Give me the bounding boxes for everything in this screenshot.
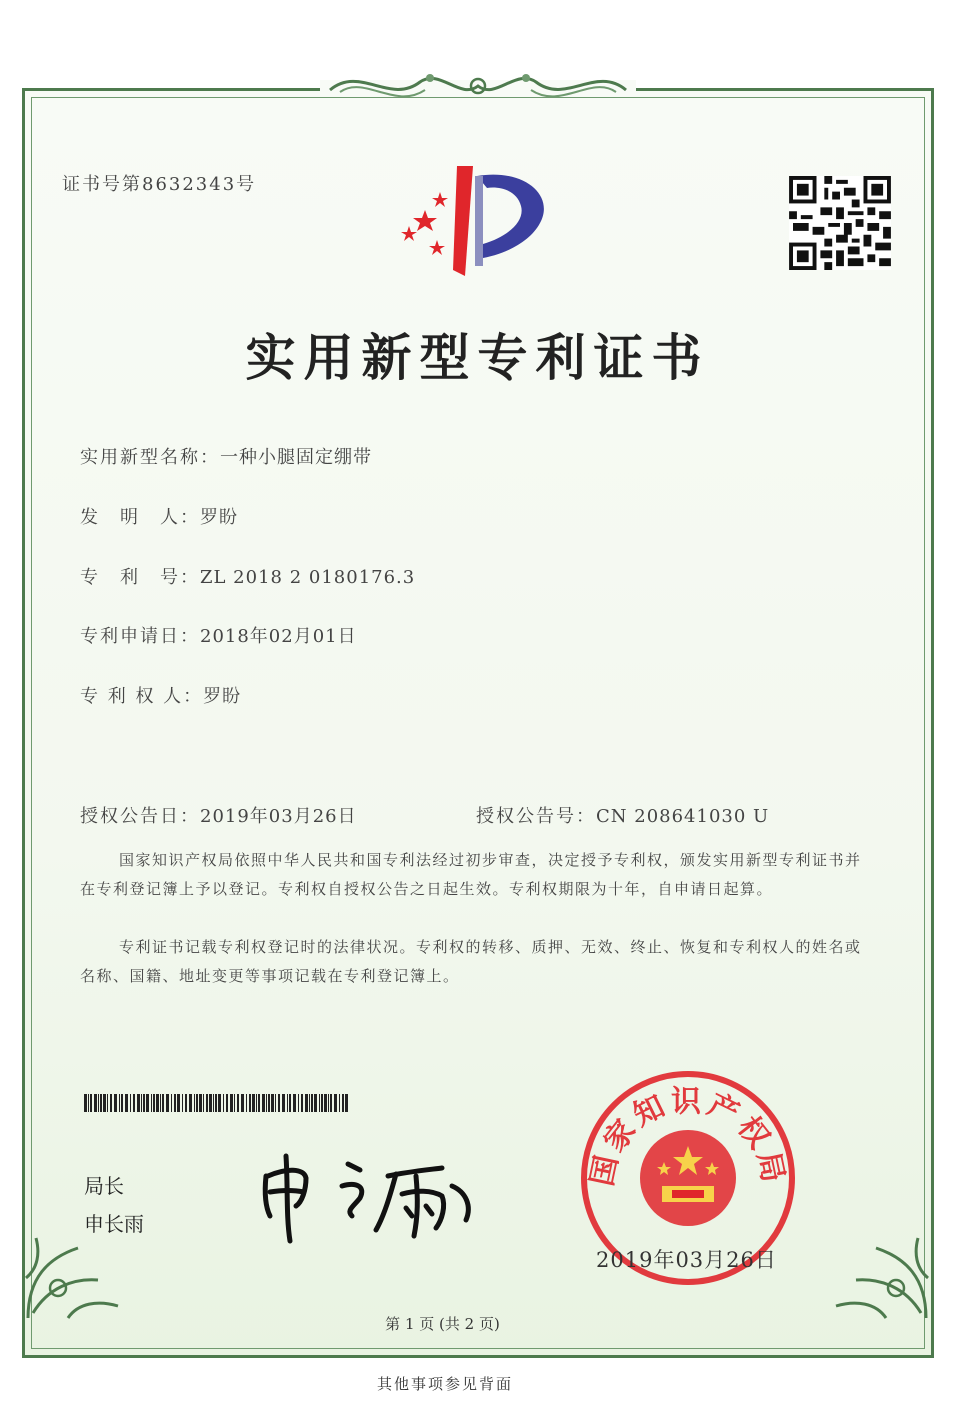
- page-number: 第 1 页 (共 2 页): [385, 1315, 500, 1333]
- field-grant-number: [476, 802, 769, 828]
- certificate-title: 实用新型专利证书: [245, 328, 710, 387]
- field-label: 专 利 号：: [80, 567, 200, 588]
- field-label: 专利申请日：: [80, 626, 200, 647]
- field-label: 专 利 权 人：: [80, 686, 204, 707]
- field-label: 发 明 人：: [80, 507, 200, 528]
- certificate-number: 证书号第8632343号: [62, 174, 257, 195]
- field-value: 2019年03月26日: [200, 806, 357, 827]
- field-utility-model-name: [80, 443, 372, 469]
- field-label: 实用新型名称：: [80, 447, 220, 468]
- body-paragraph-1: 国家知识产权局依照中华人民共和国专利法经过初步审查，决定授予专利权，颁发实用新型专利证书并在专利登记簿上予以登记。专利权自授权公告之日起生效。专利权期限为十年，自申请日起算。: [80, 851, 862, 898]
- signatory-name: 申长雨: [84, 1212, 144, 1236]
- svg-text:国家知识产权局: 国家知识产权局: [584, 1084, 792, 1190]
- footer-note: 其他事项参见背面: [376, 1375, 513, 1393]
- seal-date: 2019年03月26日: [596, 1248, 777, 1272]
- qr-code-icon: [788, 176, 892, 270]
- field-patentee: [80, 682, 241, 708]
- field-patent-number: [80, 563, 415, 589]
- field-value: 2018年02月01日: [200, 626, 357, 647]
- field-value: 罗盼: [203, 686, 242, 707]
- field-value: ZL 2018 2 0180176.3: [200, 567, 416, 588]
- field-label: 授权公告日：: [80, 806, 200, 827]
- handwritten-signature-icon: [256, 1146, 486, 1246]
- field-application-date: [80, 622, 357, 648]
- patent-office-logo-icon: [395, 158, 565, 278]
- field-value: 罗盼: [200, 507, 238, 528]
- top-ornament-icon: [320, 60, 636, 112]
- corner-ornament-icon: [826, 1218, 936, 1328]
- field-value: CN 208641030 U: [596, 806, 770, 827]
- field-grant-date: [80, 802, 357, 828]
- field-label: 授权公告号：: [476, 806, 596, 827]
- field-value: 一种小腿固定绷带: [220, 447, 372, 468]
- barcode-icon: [84, 1094, 352, 1112]
- signatory-title: 局长: [84, 1174, 124, 1198]
- body-paragraph-2: 专利证书记载专利权登记时的法律状况。专利权的转移、质押、无效、终止、恢复和专利权人的姓名或名称、国籍、地址变更等事项记载在专利登记簿上。: [80, 938, 862, 985]
- field-inventor: [80, 503, 238, 529]
